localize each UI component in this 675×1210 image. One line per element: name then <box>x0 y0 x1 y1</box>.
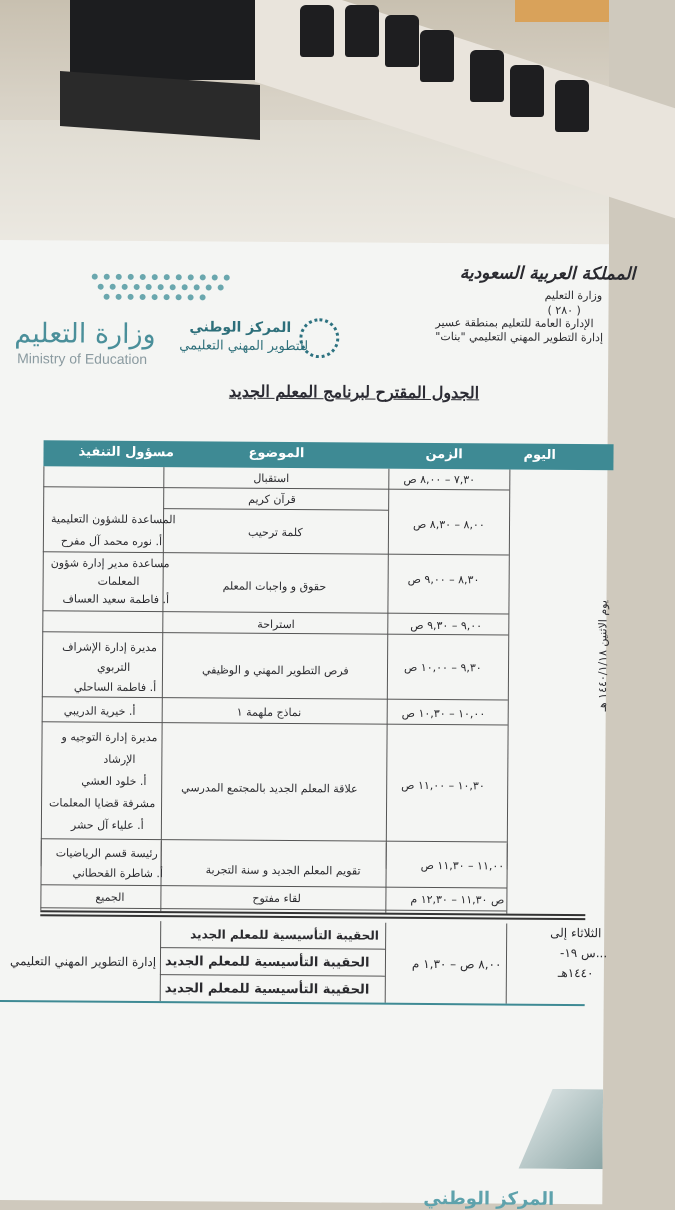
table-header <box>43 440 613 470</box>
row-owner: المعلمات <box>97 574 140 588</box>
annex-topic: الحقيبة التأسيسية للمعلم الجديد <box>164 981 370 998</box>
row-owner: مديرة إدارة الإشراف <box>62 640 157 655</box>
row-owner: مساعدة مدير إدارة شؤون <box>50 556 170 571</box>
row-owner: أ. خيرية الدريبي <box>63 704 136 718</box>
row-owner: أ. نوره محمد آل مفرح <box>60 534 163 549</box>
header-day: اليوم <box>523 447 556 463</box>
national-center-name: المركز الوطني <box>189 319 292 337</box>
department-name: إدارة التطوير المهني التعليمي "بنات" <box>435 330 604 345</box>
chair <box>470 50 504 102</box>
footer-logo-text: المركز الوطني <box>423 1187 555 1210</box>
kingdom-heading: المملكة العربية السعودية <box>459 263 636 285</box>
annex-owner: إدارة التطوير المهني التعليمي <box>9 954 157 970</box>
row-time: ٩,٠٠ – ٩,٣٠ ص <box>410 618 483 633</box>
annex-time: ٨,٠٠ ص – ١,٣٠ م <box>411 956 502 972</box>
wall-lamp <box>515 0 609 22</box>
row-time: ١٠,٠٠ – ١٠,٣٠ ص <box>401 706 486 721</box>
chair <box>555 80 589 132</box>
row-topic: تقويم المعلم الجديد و سنة التجربة <box>205 863 361 878</box>
row-time: ص ١١,٣٠ – ١٢,٣٠ م <box>410 892 505 907</box>
row-owner: المساعدة للشؤون التعليمية <box>51 512 176 527</box>
document-title: الجدول المقترح لبرنامج المعلم الجديد <box>228 381 480 403</box>
schedule-table <box>41 440 644 874</box>
annex-day: الثلاثاء إلى <box>550 925 602 941</box>
row-topic: حقوق و واجبات المعلم <box>222 579 327 594</box>
row-topic: كلمة ترحيب <box>247 525 303 540</box>
header-owner: مسؤول التنفيذ <box>78 444 175 461</box>
row-topic: لقاء مفتوح <box>252 891 301 906</box>
background-room-photo <box>0 0 609 250</box>
day-label: يوم الاثنين ١٤٤٠/١/١٨ هـ <box>595 600 610 712</box>
annex-table <box>9 920 641 1014</box>
row-owner: رئيسة قسم الرياضيات <box>55 846 158 861</box>
row-topic: قرآن كريم <box>248 492 296 507</box>
row-owner: الإرشاد <box>103 752 136 766</box>
row-time: ٨,٠٠ – ٨,٣٠ ص <box>412 517 485 532</box>
row-owner: مديرة إدارة التوجيه و <box>61 730 158 745</box>
row-time: ٨,٣٠ – ٩,٠٠ ص <box>407 572 480 587</box>
row-owner: مشرفة قضايا المعلمات <box>49 796 156 811</box>
header-time: الزمن <box>425 446 463 463</box>
row-owner: أ. شاطرة القحطاني <box>72 866 164 881</box>
chair <box>345 5 379 57</box>
ministry-logo-dots-icon <box>85 269 235 310</box>
annex-topic: الحقيبة التأسيسية للمعلم الجديد <box>164 954 370 971</box>
row-topic: نماذج ملهمة ١ <box>236 705 302 720</box>
annex-day: ١٤٤٠هـ <box>557 965 594 981</box>
row-time: ٩,٣٠ – ١٠,٠٠ ص <box>403 660 482 675</box>
column-divider <box>506 924 508 1004</box>
ministry-code: ( ٢٨٠ ) <box>547 303 581 318</box>
annex-topic: الحقيبة التأسيسية للمعلم الجديد <box>190 927 379 943</box>
row-time: ٧,٣٠ – ٨,٠٠ ص <box>403 472 476 487</box>
row-owner: الجميع <box>95 890 125 904</box>
schedule-document <box>0 240 636 1210</box>
annex-bottom-rule <box>0 1000 585 1006</box>
general-admin-name: الإدارة العامة للتعليم بمنطقة عسير <box>435 316 594 331</box>
chair <box>385 15 419 67</box>
row-owner: أ. علياء آل حشر <box>70 818 144 833</box>
decorative-triangles <box>519 1089 604 1170</box>
row-owner: أ. فاطمة سعيد العساف <box>62 592 170 607</box>
chair <box>420 30 454 82</box>
window <box>70 0 255 80</box>
ministry-logo-english: Ministry of Education <box>17 350 148 368</box>
row-topic: استراحة <box>257 617 295 632</box>
chair <box>510 65 544 117</box>
annex-day: ...س ١٩- <box>559 945 608 961</box>
ministry-name: وزارة التعليم <box>544 288 603 303</box>
row-owner: أ. فاطمة الساحلي <box>73 680 157 695</box>
row-time: ١١,٠٠ – ١١,٣٠ ص <box>420 858 505 873</box>
row-time: ١٠,٣٠ – ١١,٠٠ ص <box>401 778 485 793</box>
row-topic: علاقة المعلم الجديد بالمجتمع المدرسي <box>181 781 358 796</box>
row-topic: فرص التطوير المهني و الوظيفي <box>201 663 349 678</box>
row-owner: أ. خلود العشي <box>81 774 147 789</box>
national-center-subtitle: للتطوير المهني التعليمي <box>179 338 309 355</box>
row-owner: التربوي <box>96 660 131 674</box>
header-topic: الموضوع <box>248 445 305 462</box>
chair <box>300 5 334 57</box>
row-topic: استقبال <box>253 471 290 486</box>
ministry-logo-text: وزارة التعليم <box>14 318 156 351</box>
